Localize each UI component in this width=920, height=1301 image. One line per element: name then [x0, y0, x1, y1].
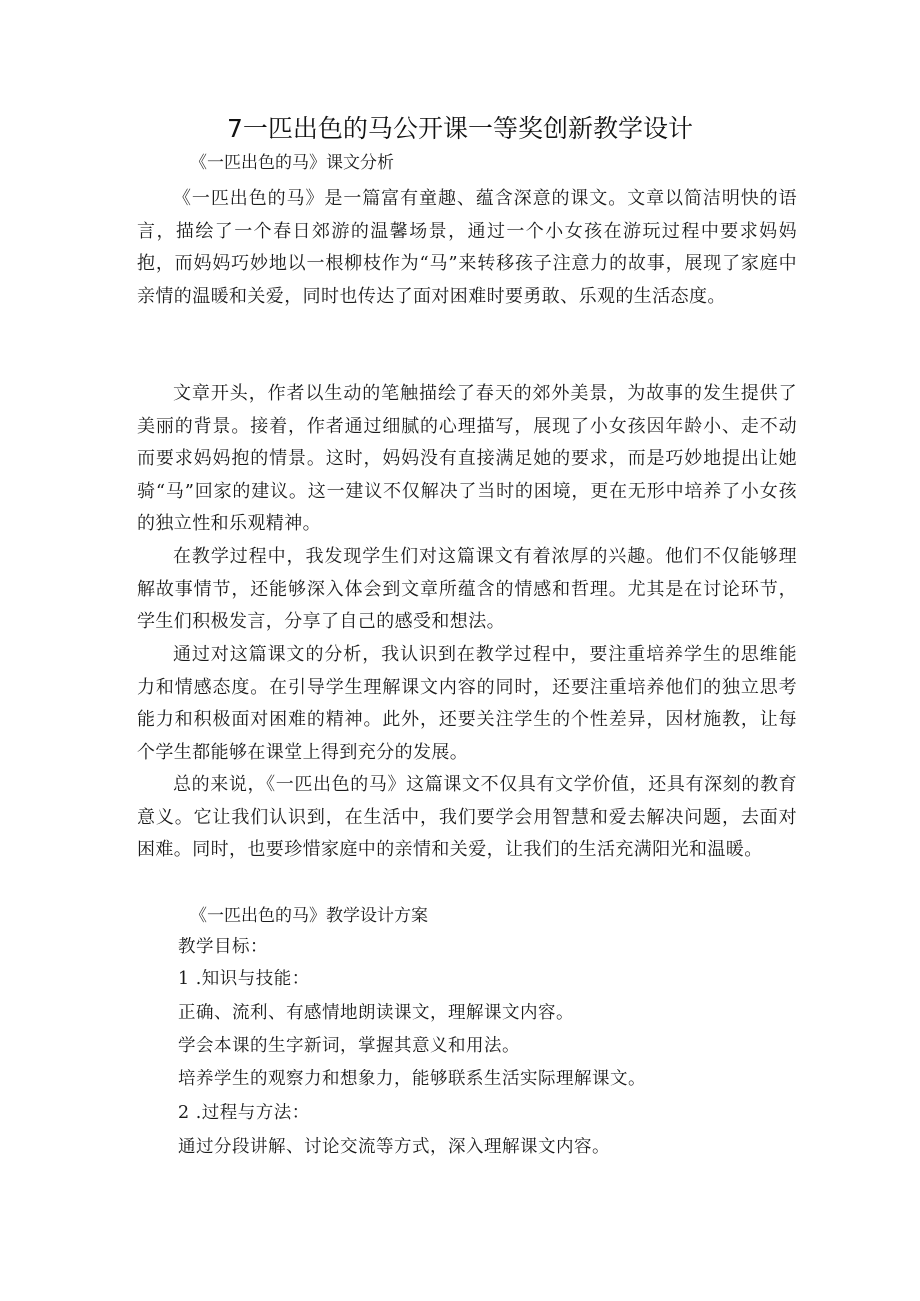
paragraph-5: 总的来说，《一匹出色的马》这篇课文不仅具有文学价值，还具有深刻的教育意义。它让我们认识到，在生活中，我们要学会用智慧和爱去解决问题，去面对困难。同时，也要珍惜家庭中的亲情和关爱，让我们的生活充满阳光和温暖。: [137, 774, 797, 861]
section-2-item: 通过分段讲解、讨论交流等方式，深入理解课文内容。: [178, 1137, 610, 1157]
paragraph-3: 在教学过程中，我发现学生们对这篇课文有着浓厚的兴趣。他们不仅能够理解故事情节，还能够深入体会到文章所蕴含的情感和哲理。尤其是在讨论环节，学生们积极发言，分享了自己的感受和想法。: [137, 546, 797, 633]
objectives-label: 教学目标：: [178, 937, 268, 957]
analysis-heading: 《一匹出色的马》课文分析: [190, 153, 394, 173]
section-1-item: 正确、流利、有感情地朗读课文，理解课文内容。: [178, 1003, 574, 1023]
design-heading: 《一匹出色的马》教学设计方案: [190, 906, 428, 926]
section-2-label: 2 .过程与方法：: [178, 1103, 310, 1123]
paragraph-4: 通过对这篇课文的分析，我认识到在教学过程中，要注重培养学生的思维能力和情感态度。在引导学生理解课文内容的同时，还要注重培养他们的独立思考能力和积极面对困难的精神。此外，还要关注学生的个性差异，因材施教，让每个学生都能够在课堂上得到充分的发展。: [137, 644, 797, 763]
section-1-label: 1 .知识与技能：: [178, 969, 310, 989]
analysis-body: [137, 183, 797, 313]
section-1-item: 培养学生的观察力和想象力，能够联系生活实际理解课文。: [178, 1069, 646, 1089]
document-title: 7一匹出色的马公开课一等奖创新教学设计: [227, 114, 693, 143]
analysis-body-4: [137, 639, 797, 769]
analysis-body-2: [137, 378, 797, 541]
paragraph-1: 《一匹出色的马》是一篇富有童趣、蕴含深意的课文。文章以简洁明快的语言，描绘了一个春日郊游的温馨场景，通过一个小女孩在游玩过程中要求妈妈抱，而妈妈巧妙地以一根柳枝作为“马”来转移孩子注意力的故事，展现了家庭中亲情的温暖和关爱，同时也传达了面对困难时要勇敢、乐观的生活态度。: [137, 188, 797, 307]
analysis-body-3: [137, 541, 797, 639]
paragraph-2: 文章开头，作者以生动的笔触描绘了春天的郊外美景，为故事的发生提供了美丽的背景。接着，作者通过细腻的心理描写，展现了小女孩因年龄小、走不动而要求妈妈抱的情景。这时，妈妈没有直接满足她的要求，而是巧妙地提出让她骑“马”回家的建议。这一建议不仅解决了当时的困境，更在无形中培养了小女孩的独立性和乐观精神。: [137, 383, 797, 535]
analysis-body-5: [137, 769, 797, 867]
section-1-item: 学会本课的生字新词，掌握其意义和用法。: [178, 1036, 520, 1056]
